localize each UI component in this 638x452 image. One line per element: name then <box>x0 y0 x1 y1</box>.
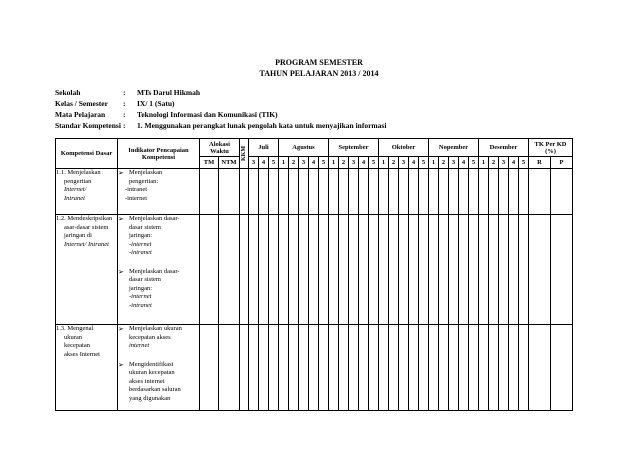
header-r: R <box>529 157 551 169</box>
week-number: 3 <box>449 157 459 169</box>
meta-row-kelas <box>55 98 386 109</box>
week-number: 5 <box>319 157 329 169</box>
meta-label: Standar Kompetensi <box>55 121 121 130</box>
document-meta <box>55 87 386 131</box>
arrow-bullet-icon: ➢ <box>118 215 124 223</box>
header-month-juli: Juli <box>249 139 279 157</box>
week-number: 3 <box>349 157 359 169</box>
header-p: P <box>551 157 573 169</box>
indicator-line: Mengidentifikasi <box>129 360 174 368</box>
kd-line: Internet/ <box>64 186 87 193</box>
indicator-line: pengertian: <box>129 177 159 185</box>
meta-value: IX/ 1 (Satu) <box>137 99 175 108</box>
document-subtitle: TAHUN PELAJARAN 2013 / 2014 <box>259 69 379 78</box>
indicator-line: Menjelaskan ukuran <box>129 325 182 332</box>
kd-line: asar-dasar sistem <box>64 223 109 231</box>
week-number: 2 <box>339 157 349 169</box>
meta-colon: : <box>123 99 126 108</box>
week-number: 5 <box>269 157 279 169</box>
week-number: 2 <box>289 157 299 169</box>
indicator-line: -intranet <box>125 186 148 193</box>
indicator-item <box>118 361 199 404</box>
arrow-bullet-icon: ➢ <box>118 169 124 177</box>
meta-row-mapel <box>55 109 386 120</box>
indicator-item <box>118 169 199 203</box>
indicator-line: akses internet <box>129 377 165 385</box>
indicator-line: -internet <box>129 240 152 248</box>
meta-value: 1. Menggunakan perangkat lunak pengolah kata untuk menyajikan informasi <box>137 121 387 130</box>
week-number: 4 <box>459 157 469 169</box>
header-kompetensi-dasar: Kompetensi Dasar <box>56 139 118 169</box>
meta-colon: : <box>123 121 126 130</box>
header-month-oktober: Oktober <box>379 139 429 157</box>
week-number: 4 <box>509 157 519 169</box>
week-number: 5 <box>469 157 479 169</box>
week-number: 4 <box>259 157 269 169</box>
week-number: 2 <box>489 157 499 169</box>
week-number: 5 <box>419 157 429 169</box>
indicator-line: -intranet <box>129 301 152 309</box>
meta-value: MTs Darul Hikmah <box>137 88 201 97</box>
indicator-cell <box>118 325 200 411</box>
kd-cell <box>56 325 118 411</box>
program-semester-table <box>55 138 573 411</box>
table-row <box>56 325 573 411</box>
table-row <box>56 169 573 215</box>
table-row <box>56 215 573 325</box>
indicator-line: -intranet <box>129 249 152 256</box>
meta-value: Teknologi Informasi dan Komunikasi (TIK) <box>137 110 278 119</box>
indicator-cell <box>118 169 200 215</box>
week-number: 5 <box>369 157 379 169</box>
meta-label: Kelas / Semester <box>55 99 108 108</box>
meta-row-sekolah <box>55 87 386 98</box>
header-month-nopember: Nopember <box>429 139 479 157</box>
kd-line: Internet/ Intranet <box>64 240 109 248</box>
indicator-item <box>118 325 199 351</box>
week-number: 3 <box>299 157 309 169</box>
week-number: 4 <box>309 157 319 169</box>
indicator-line: -internet <box>129 293 152 300</box>
meta-label: Sekolah <box>55 88 81 97</box>
kd-cell <box>56 169 118 215</box>
kd-line: Intranet <box>64 194 85 202</box>
indicator-line: berdasarkan saluran <box>129 386 181 393</box>
meta-colon: : <box>123 88 126 97</box>
week-number: 1 <box>479 157 489 169</box>
week-number: 3 <box>499 157 509 169</box>
week-number: 1 <box>279 157 289 169</box>
week-number: 4 <box>409 157 419 169</box>
kd-line: kecepatan <box>64 342 90 349</box>
header-month-september: September <box>329 139 379 157</box>
indicator-line: dasar sistem <box>129 276 161 283</box>
indicator-line: kecepatan akses <box>129 333 171 341</box>
indicator-line: Menjelaskan dasar- <box>129 267 180 275</box>
indicator-line: Menjelaskan dasar- <box>129 215 180 222</box>
header-indikator: Indikator Pencapaian Kompetensi <box>118 139 200 169</box>
week-number: 1 <box>329 157 339 169</box>
week-number: 3 <box>399 157 409 169</box>
header-tm: TM <box>200 157 219 169</box>
meta-colon: : <box>123 110 126 119</box>
week-number: 1 <box>379 157 389 169</box>
header-tk-per-kd: TK Per KD (%) <box>529 139 573 157</box>
header-alokasi-waktu: Alokasi Waktu <box>200 139 240 157</box>
meta-label: Mata Pelajaran <box>55 110 106 119</box>
document-title: PROGRAM SEMESTER <box>275 58 363 67</box>
kd-line: ukuran <box>64 333 83 341</box>
week-number: 4 <box>359 157 369 169</box>
week-number: 5 <box>519 157 529 169</box>
week-number: 2 <box>389 157 399 169</box>
indicator-line: jaringan: <box>129 232 153 239</box>
arrow-bullet-icon: ➢ <box>118 267 124 276</box>
indicator-line: dasar sistem <box>129 223 161 231</box>
indicator-item <box>118 268 199 311</box>
indicator-line: internet <box>129 342 150 349</box>
indicator-line: -internet <box>125 194 148 202</box>
indicator-item <box>118 215 199 258</box>
header-kkm-label: KKM <box>241 146 247 161</box>
kd-line: jaringan di <box>64 232 92 239</box>
arrow-bullet-icon: ➢ <box>118 360 124 369</box>
indicator-line: Menjelaskan <box>129 169 163 176</box>
header-kkm <box>240 139 249 169</box>
arrow-bullet-icon: ➢ <box>118 325 124 333</box>
kd-line: 1.3. Mengenal <box>56 325 94 332</box>
kd-line: 1.2. Mendeskripsikan <box>56 215 113 222</box>
indicator-line: ukuran kecepatan <box>129 369 175 376</box>
week-number: 2 <box>439 157 449 169</box>
indicator-line: yang digunakan <box>129 394 171 402</box>
indicator-cell <box>118 215 200 325</box>
kd-line: pengertian <box>64 177 92 185</box>
week-number: 1 <box>429 157 439 169</box>
week-number: 3 <box>249 157 259 169</box>
meta-row-sk <box>55 120 386 131</box>
kd-cell <box>56 215 118 325</box>
kd-line: 1.1. Menjelaskan <box>56 169 101 176</box>
header-month-agustus: Agustus <box>279 139 329 157</box>
header-month-desember: Desember <box>479 139 529 157</box>
header-ntm: NTM <box>219 157 240 169</box>
indicator-line: jaringan: <box>129 284 153 292</box>
kd-line: akses Internet <box>64 350 100 358</box>
